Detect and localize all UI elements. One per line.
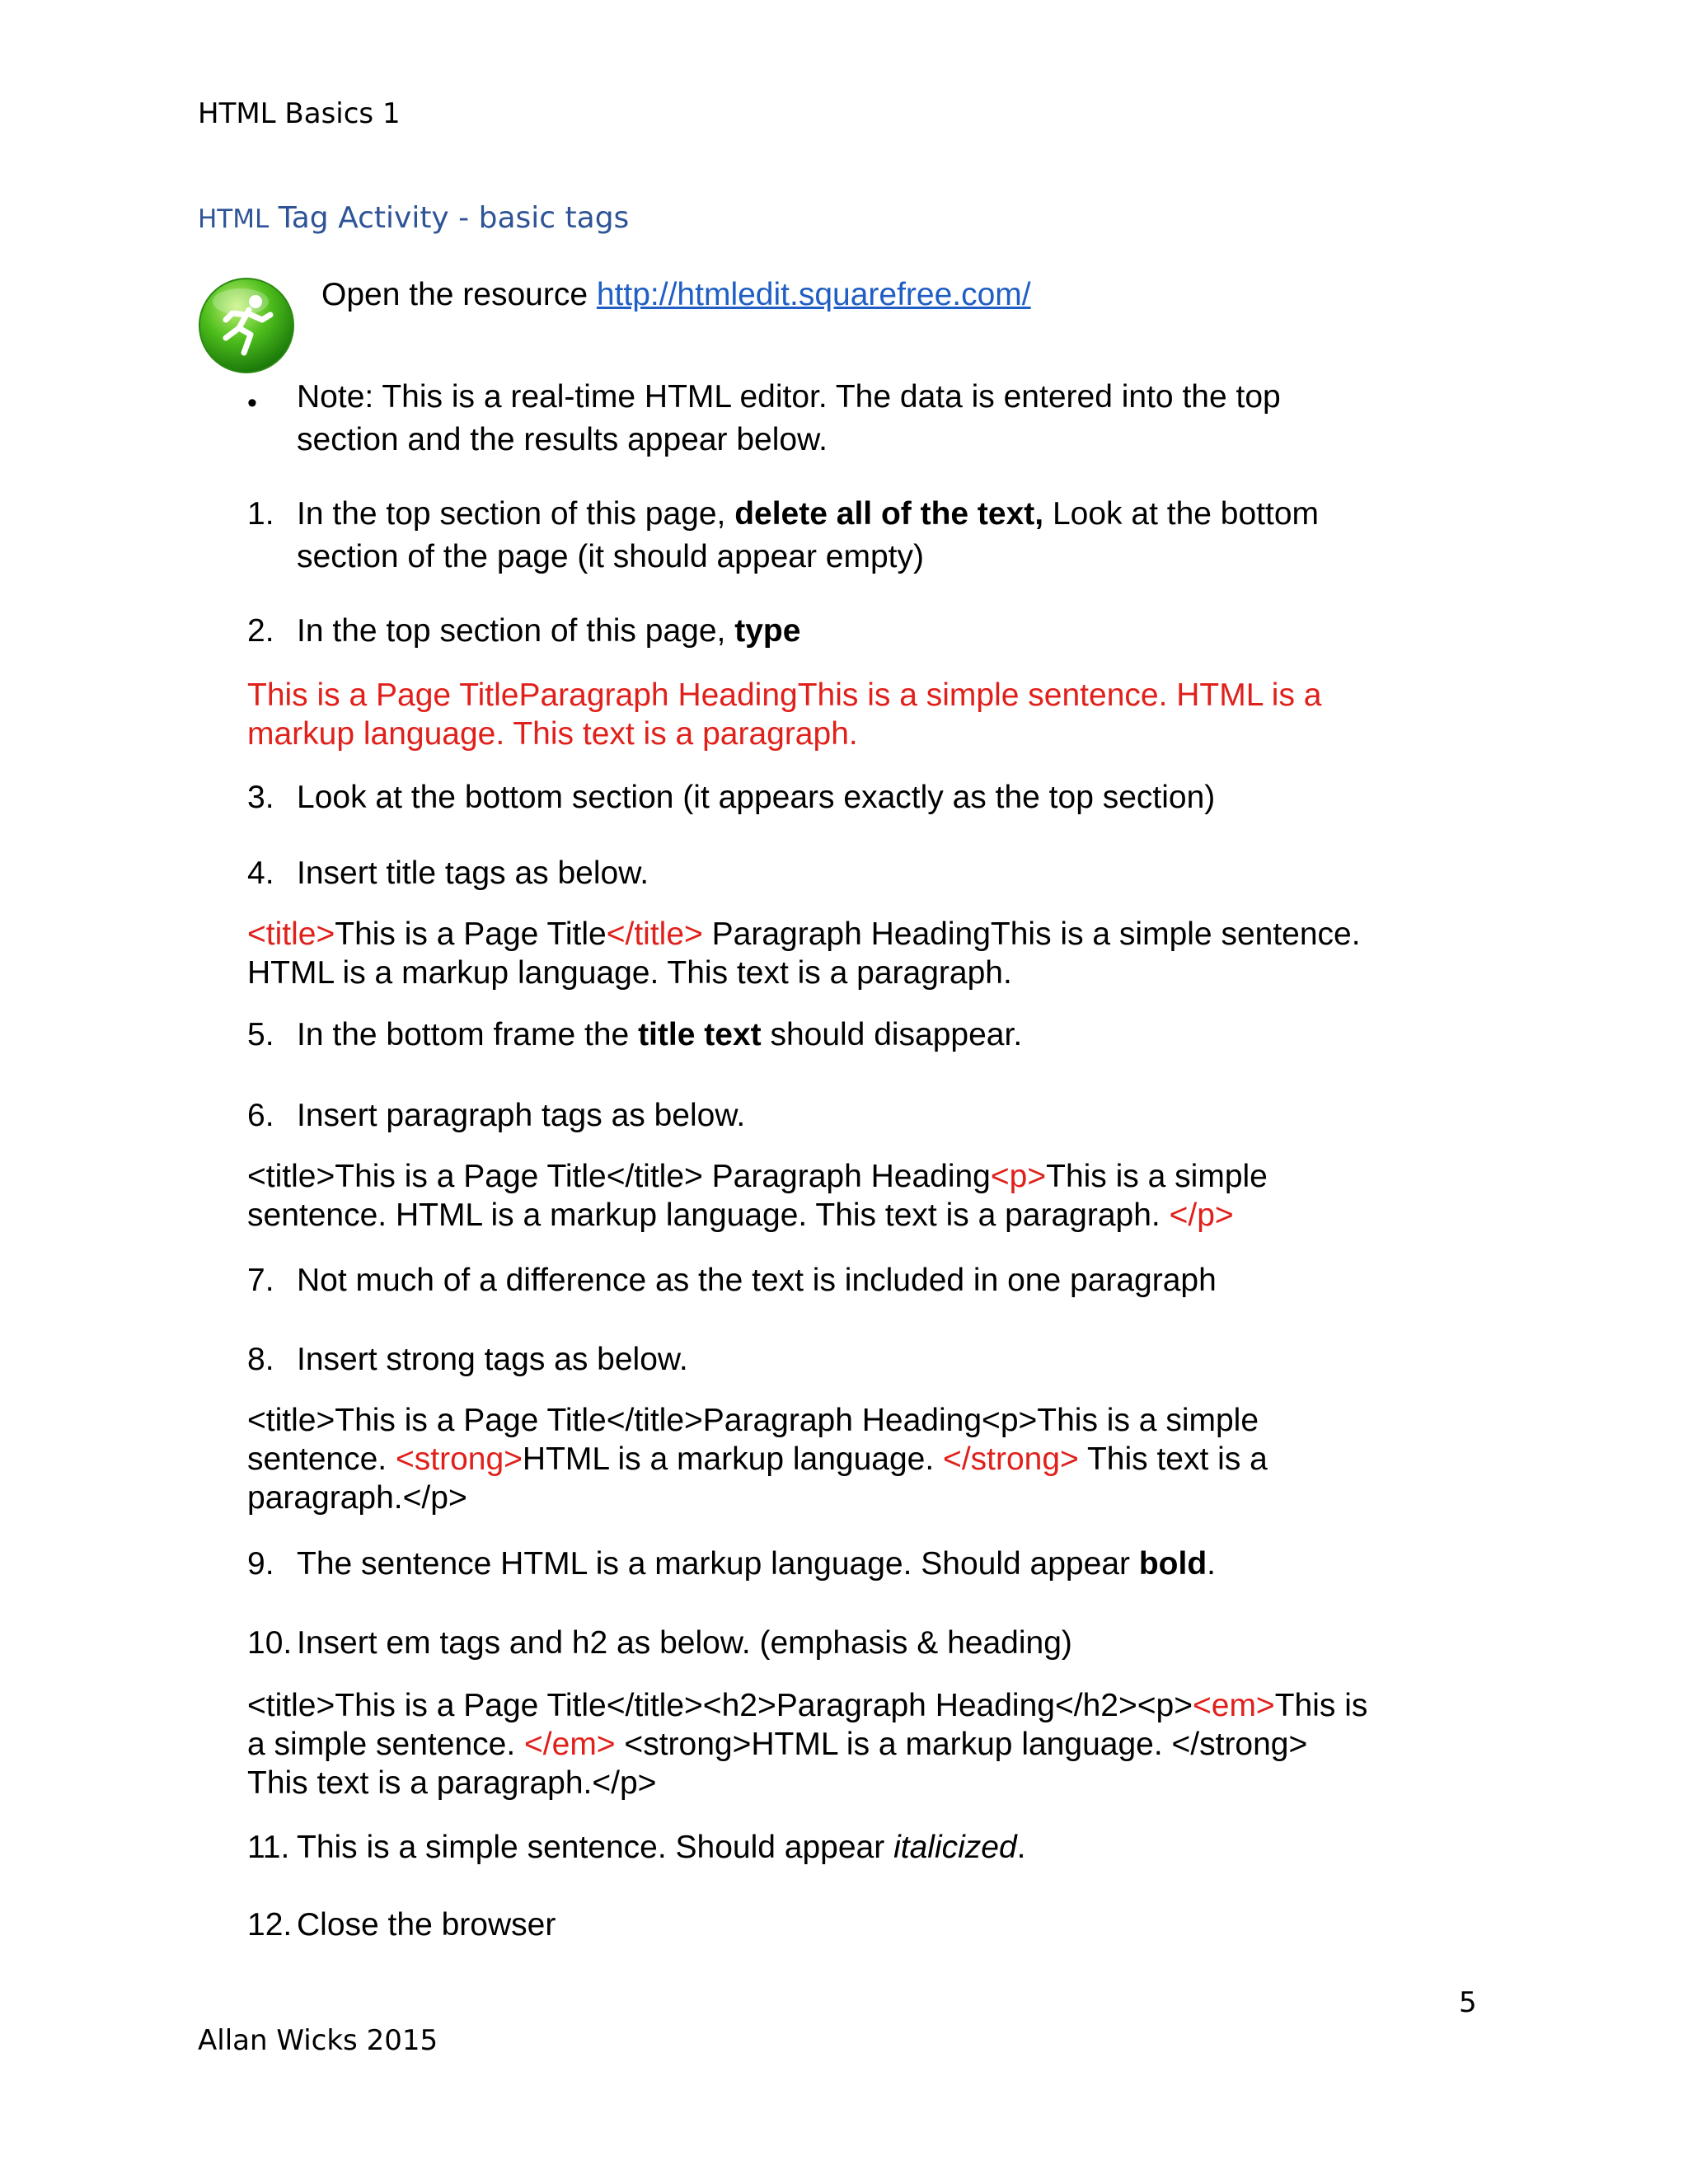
code-block-6: <title>This is a Page Title</title> Paragraph Heading<p>This is a simple sentence. HTML is a markup language. This text is a paragraph. </p> xyxy=(247,1159,1268,1233)
code-block-2: This is a Page TitleParagraph HeadingThis is a simple sentence. HTML is a markup language. This text is a paragraph. xyxy=(247,677,1322,752)
section-title-prefix: HTML xyxy=(198,204,270,234)
bullet-dot: • xyxy=(247,387,257,419)
note-text: Note: This is a real-time HTML editor. The data is entered into the top section and the results appear below. xyxy=(297,379,1281,457)
page-number: 5 xyxy=(1459,1986,1477,2019)
footer-author: Allan Wicks 2015 xyxy=(198,2024,438,2057)
code-block-10: <title>This is a Page Title</title><h2>Paragraph Heading</h2><p><em>This is a simple sentence. </em> <strong>HTML is a markup language. </strong> This text is a paragraph.</p> xyxy=(247,1688,1368,1801)
section-title xyxy=(198,201,629,235)
running-man-icon xyxy=(198,277,295,374)
open-resource-line xyxy=(321,277,1031,313)
resource-link[interactable]: http://htmledit.squarefree.com/ xyxy=(596,277,1031,312)
code-block-4: <title>This is a Page Title</title> Paragraph HeadingThis is a simple sentence. HTML is a markup language. This text is a paragraph. xyxy=(247,916,1361,991)
open-resource-text: Open the resource xyxy=(321,277,588,312)
code-block-8: <title>This is a Page Title</title>Paragraph Heading<p>This is a simple sentence. <strong>HTML is a markup language. </strong> This text is a paragraph.</p> xyxy=(247,1403,1268,1516)
document-header: HTML Basics 1 xyxy=(198,97,401,130)
section-title-rest: Tag Activity - basic tags xyxy=(278,201,630,235)
